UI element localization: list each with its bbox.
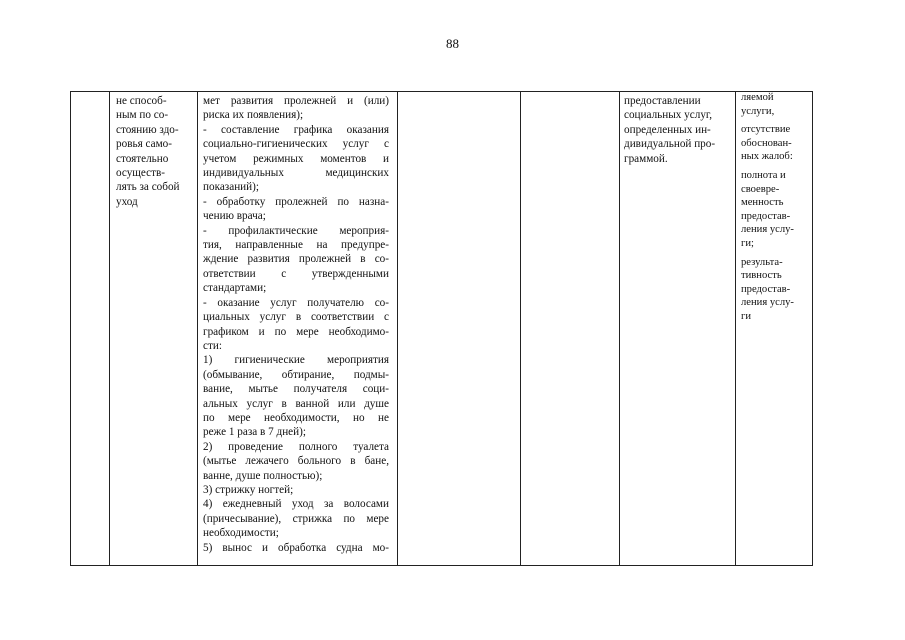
cell-text-line: реже 1 раза в 7 дней); bbox=[203, 426, 306, 439]
cell-text-line: сти: bbox=[203, 339, 222, 352]
column-divider bbox=[520, 92, 521, 565]
cell-text-line: альных услуг в ванной или душе bbox=[203, 397, 389, 410]
cell-text-line: (причесывание), стрижка по мере bbox=[203, 512, 389, 525]
column-divider bbox=[397, 92, 398, 565]
cell-text-line: циальных услуг в соответствии с bbox=[203, 311, 389, 324]
cell-text-line: результа- bbox=[741, 256, 783, 268]
cell-text-line: не способ- bbox=[116, 95, 167, 107]
cell-text-line: ным по со- bbox=[116, 109, 169, 122]
cell-text-line: лять за собой bbox=[116, 181, 180, 194]
services-table bbox=[70, 91, 813, 566]
cell-text-line: - профилактические мероприя- bbox=[203, 224, 389, 237]
cell-text-line: 3) стрижку ногтей; bbox=[203, 483, 294, 496]
service-conditions-cell bbox=[624, 94, 731, 166]
cell-text-line: 1) гигиенические мероприятия bbox=[203, 354, 389, 367]
cell-text-line: ответствии с утвержденными bbox=[203, 267, 389, 280]
cell-text-line: - оказание услуг получателю со- bbox=[203, 296, 389, 309]
cell-text-line: - составление графика оказания bbox=[203, 123, 389, 136]
cell-text-line: 5) вынос и обработка судна мо- bbox=[203, 541, 389, 554]
cell-text-line: обоснован- bbox=[741, 137, 792, 149]
quality-indicators-cell bbox=[741, 91, 812, 324]
cell-text-line: предоставлении bbox=[624, 95, 701, 107]
cell-text-line: стоянию здо- bbox=[116, 123, 179, 136]
cell-text-line: дивидуальной про- bbox=[624, 138, 716, 151]
cell-text-line: ждение развития пролежней в со- bbox=[203, 253, 389, 266]
cell-text-line: по мере необходимости, но не bbox=[203, 411, 389, 424]
cell-text-line: графиком и по мере необходимо- bbox=[203, 325, 389, 338]
cell-text-line: услуги, bbox=[741, 105, 775, 117]
cell-text-line: стандартами; bbox=[203, 282, 267, 295]
cell-text-line: отсутствие bbox=[741, 124, 791, 136]
service-content-cell bbox=[203, 94, 389, 555]
column-divider bbox=[619, 92, 620, 565]
cell-text-line: ванне, душе полностью); bbox=[203, 469, 323, 482]
recipient-category-cell bbox=[116, 94, 197, 209]
cell-text-line: индивидуальных медицинских bbox=[203, 167, 389, 180]
cell-text-line: ляемой bbox=[741, 92, 774, 103]
cell-text-line: стоятельно bbox=[116, 152, 169, 165]
cell-text-line: ления услу- bbox=[741, 297, 794, 309]
cell-text-line: тивность bbox=[741, 270, 782, 282]
cell-text-line: 4) ежедневный уход за волосами bbox=[203, 498, 389, 511]
cell-text-line: граммой. bbox=[624, 152, 668, 165]
cell-text-line: предостав- bbox=[741, 210, 791, 222]
cell-text-line: (обмывание, обтирание, подмы- bbox=[203, 368, 389, 381]
column-divider bbox=[109, 92, 110, 565]
cell-text-line: социальных услуг, bbox=[624, 109, 713, 122]
cell-text-line: риска их появления); bbox=[203, 109, 304, 122]
cell-text-line: полнота и bbox=[741, 169, 786, 181]
cell-text-line: ги bbox=[741, 310, 752, 322]
cell-text-line: (мытье лежачего больного в бане, bbox=[203, 455, 389, 468]
cell-text-line: чению врача; bbox=[203, 210, 266, 223]
column-divider bbox=[197, 92, 198, 565]
column-divider bbox=[735, 92, 736, 565]
cell-text-line: мет развития пролежней и (или) bbox=[203, 95, 389, 107]
cell-text-line: ровья само- bbox=[116, 138, 172, 151]
cell-text-line: - обработку пролежней по назна- bbox=[203, 195, 389, 208]
cell-text-line: ных жалоб: bbox=[741, 151, 793, 163]
cell-text-line: ги; bbox=[741, 237, 754, 249]
cell-text-line: своевре- bbox=[741, 183, 780, 195]
page-number: 88 bbox=[446, 36, 459, 51]
cell-text-line: вание, мытье получателя соци- bbox=[203, 383, 389, 396]
cell-text-line: менность bbox=[741, 197, 784, 209]
cell-text-line: ления услу- bbox=[741, 224, 794, 236]
cell-text-line: показаний); bbox=[203, 181, 259, 194]
cell-text-line: учетом режимных моментов и bbox=[203, 152, 389, 165]
cell-text-line: социально-гигиенических услуг с bbox=[203, 138, 389, 151]
cell-text-line: 2) проведение полного туалета bbox=[203, 440, 389, 453]
cell-text-line: определенных ин- bbox=[624, 123, 711, 136]
cell-text-line: уход bbox=[116, 195, 138, 208]
cell-text-line: осуществ- bbox=[116, 167, 166, 180]
cell-text-line: предостав- bbox=[741, 283, 791, 295]
cell-text-line: тия, направленные на предупре- bbox=[203, 239, 389, 252]
cell-text-line: необходимости; bbox=[203, 527, 279, 540]
